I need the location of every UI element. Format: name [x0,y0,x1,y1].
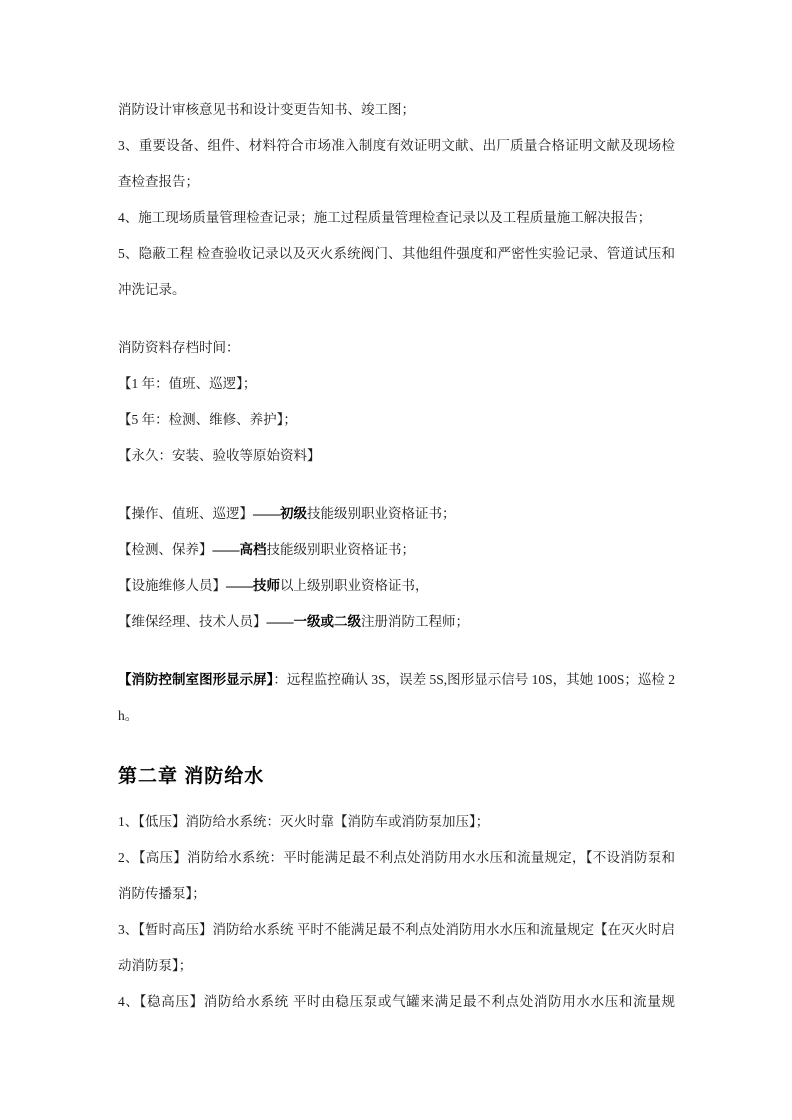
para-low-pressure [118,804,675,840]
para-stable-high-pressure [118,984,675,1020]
para-cert-operator [118,496,675,532]
text-run: 技能级别职业资格证书； [307,506,456,521]
para-cert-inspection [118,532,675,568]
text-run-bold: ——初级 [253,506,307,521]
para-control-room-display [118,662,675,734]
text-run: 【永久：安装、验收等原始资料】 [118,448,321,463]
document-page [118,0,675,1020]
text-run: 消防设计审核意见书和设计变更告知书、竣工图； [118,102,415,117]
para-archive-1year [118,366,675,402]
text-run: 4、施工现场质量管理检查记录；施工过程质量管理检查记录以及工程质量施工解决报告； [118,210,652,225]
text-run: 4、【稳高压】消防给水系统 平时由稳压泵或气罐来满足最不利点处消防用水水压和流量规 [118,994,675,1009]
text-run-bold: 【消防控制室图形显示屏】 [118,672,274,687]
text-run: 1、【低压】消防给水系统：灭火时靠【消防车或消防泵加压】； [118,814,490,829]
text-run: 【维保经理、技术人员】 [118,614,267,629]
text-run: 5、隐蔽工程 检查验收记录以及灭火系统阀门、其他组件强度和严密性实验记录、管道试压和冲洗记录。 [118,246,675,297]
para-archive-permanent [118,438,675,474]
text-run-bold: ——一级或二级 [266,614,361,629]
text-run: 【操作、值班、巡逻】 [118,506,253,521]
text-run: 3、【暂时高压】消防给水系统 平时不能满足最不利点处消防用水水压和流量规定【在灭火时启动消防泵】； [118,922,675,973]
para-cert-manager [118,604,675,640]
para-equipment-certificates [118,128,675,200]
paragraph-spacer [118,474,675,496]
para-design-review-docs [118,92,675,128]
chapter-heading: 第二章 消防给水 [118,766,265,787]
para-cert-maintenance [118,568,675,604]
text-run: 技能级别职业资格证书； [266,542,415,557]
paragraph-spacer [118,640,675,662]
paragraph-spacer [118,308,675,330]
text-run: ：远程监控确认 3S，误差 5S,图形显示信号 10S，其她 100S；巡检 2h。 [118,672,675,723]
para-high-pressure [118,840,675,912]
text-run: 3、重要设备、组件、材料符合市场准入制度有效证明文献、出厂质量合格证明文献及现场检查检查报告； [118,138,675,189]
text-run-bold: ——高档 [212,542,267,557]
text-run: 【检测、保养】 [118,542,213,557]
para-temp-high-pressure [118,912,675,984]
para-construction-records [118,200,675,236]
text-run: 【5 年：检测、维修、养护】； [118,412,297,427]
text-run: 以上级别职业资格证书， [280,578,429,593]
text-run: 注册消防工程师； [361,614,469,629]
para-archive-5year [118,402,675,438]
text-run: 消防资料存档时间： [118,340,240,355]
text-run: 【1 年：值班、巡逻】； [118,376,257,391]
text-run: 【设施维修人员】 [118,578,226,593]
text-run-bold: ——技师 [226,578,280,593]
para-concealed-works [118,236,675,308]
para-archive-title [118,330,675,366]
text-run: 2、【高压】消防给水系统：平时能满足最不利点处消防用水水压和流量规定，【不设消防泵和消防传播泵】； [118,850,675,901]
section-spacer [118,734,675,760]
